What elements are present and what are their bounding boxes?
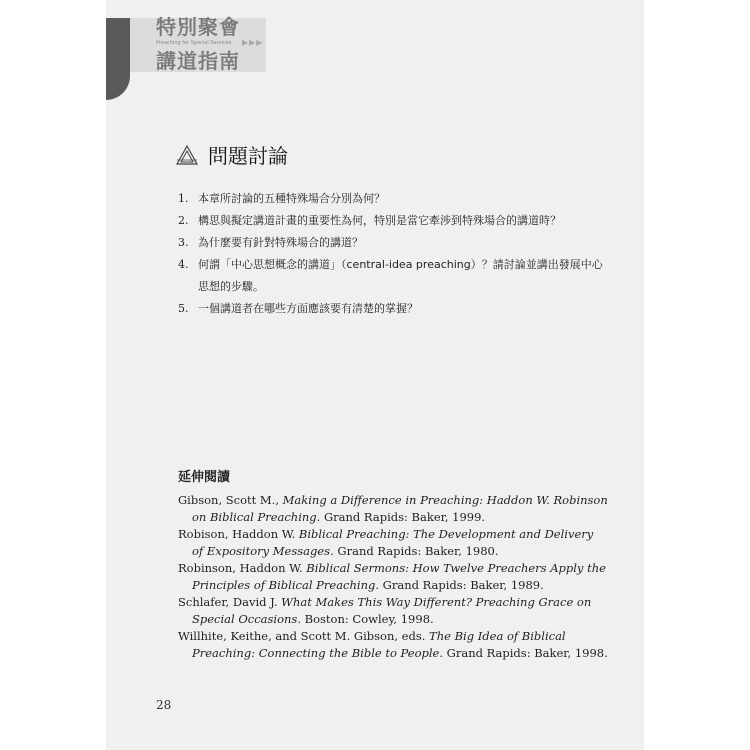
question-number: 2. — [178, 214, 189, 227]
list-item — [178, 210, 608, 232]
further-reading-title: 延伸閱讀 — [178, 470, 231, 485]
question-number: 3. — [178, 236, 189, 249]
page-number: 28 — [156, 698, 172, 712]
section-title: 問題討論 — [208, 144, 288, 168]
question-text: 一個講道者在哪些方面應該要有清楚的掌握？ — [198, 302, 418, 315]
reference-author: Robison, Haddon W. — [178, 527, 299, 541]
reference-item — [178, 560, 608, 594]
reference-title: The Big Idea of Biblical Preaching: Connecting the Bible to People — [192, 629, 566, 660]
reference-list — [178, 492, 608, 662]
question-text: 構思與擬定講道計畫的重要性為何，特別是當它牽涉到特殊場合的講道時？ — [198, 214, 561, 227]
reference-author: Willhite, Keithe, and Scott M. Gibson, eds. — [178, 629, 430, 643]
question-number: 4. — [178, 258, 189, 271]
reference-publisher: . Grand Rapids: Baker, 1980. — [330, 544, 499, 558]
reference-title: What Makes This Way Different? Preaching Grace on Special Occasions — [192, 595, 592, 626]
question-text: 為什麼要有針對特殊場合的講道？ — [198, 236, 363, 249]
header-subtitle: Preaching for Special Services — [156, 40, 232, 46]
reference-publisher: . Grand Rapids: Baker, 1989. — [375, 578, 544, 592]
reference-author: Gibson, Scott M., — [178, 493, 283, 507]
question-text: 本章所討論的五種特殊場合分別為何？ — [198, 192, 385, 205]
reference-title: Making a Difference in Preaching: Haddon W. Robinson on Biblical Preaching — [192, 493, 608, 524]
question-number: 5. — [178, 302, 189, 315]
question-number: 1. — [178, 192, 189, 205]
header-title-line2: 講道指南 — [156, 49, 240, 73]
question-list — [178, 188, 608, 320]
reference-title: Biblical Preaching: The Development and Delivery of Expository Messages — [192, 527, 594, 558]
book-page — [106, 0, 644, 750]
reference-item — [178, 628, 608, 662]
reference-publisher: . Grand Rapids: Baker, 1998. — [439, 646, 608, 660]
header-arrows-icon: ▶▶▶ — [242, 38, 264, 47]
list-item — [178, 298, 608, 320]
reference-author: Schlafer, David J. — [178, 595, 282, 609]
reference-publisher: . Boston: Cowley, 1998. — [297, 612, 434, 626]
list-item — [178, 188, 608, 210]
reference-item — [178, 594, 608, 628]
list-item — [178, 254, 608, 298]
reference-title: Biblical Sermons: How Twelve Preachers Apply the Principles of Biblical Preaching — [192, 561, 606, 592]
header-title-line1: 特別聚會 — [156, 15, 240, 39]
reference-author: Robinson, Haddon W. — [178, 561, 307, 575]
section-heading — [176, 140, 288, 169]
reference-item — [178, 526, 608, 560]
list-item — [178, 232, 608, 254]
triangle-icon — [176, 145, 198, 165]
reference-item — [178, 492, 608, 526]
header-accent-block — [106, 18, 130, 100]
question-text: 何謂「中心思想概念的講道」（central-idea preaching）？請討論並講出發展中心思想的步驟。 — [198, 258, 603, 293]
reference-publisher: . Grand Rapids: Baker, 1999. — [316, 510, 486, 524]
